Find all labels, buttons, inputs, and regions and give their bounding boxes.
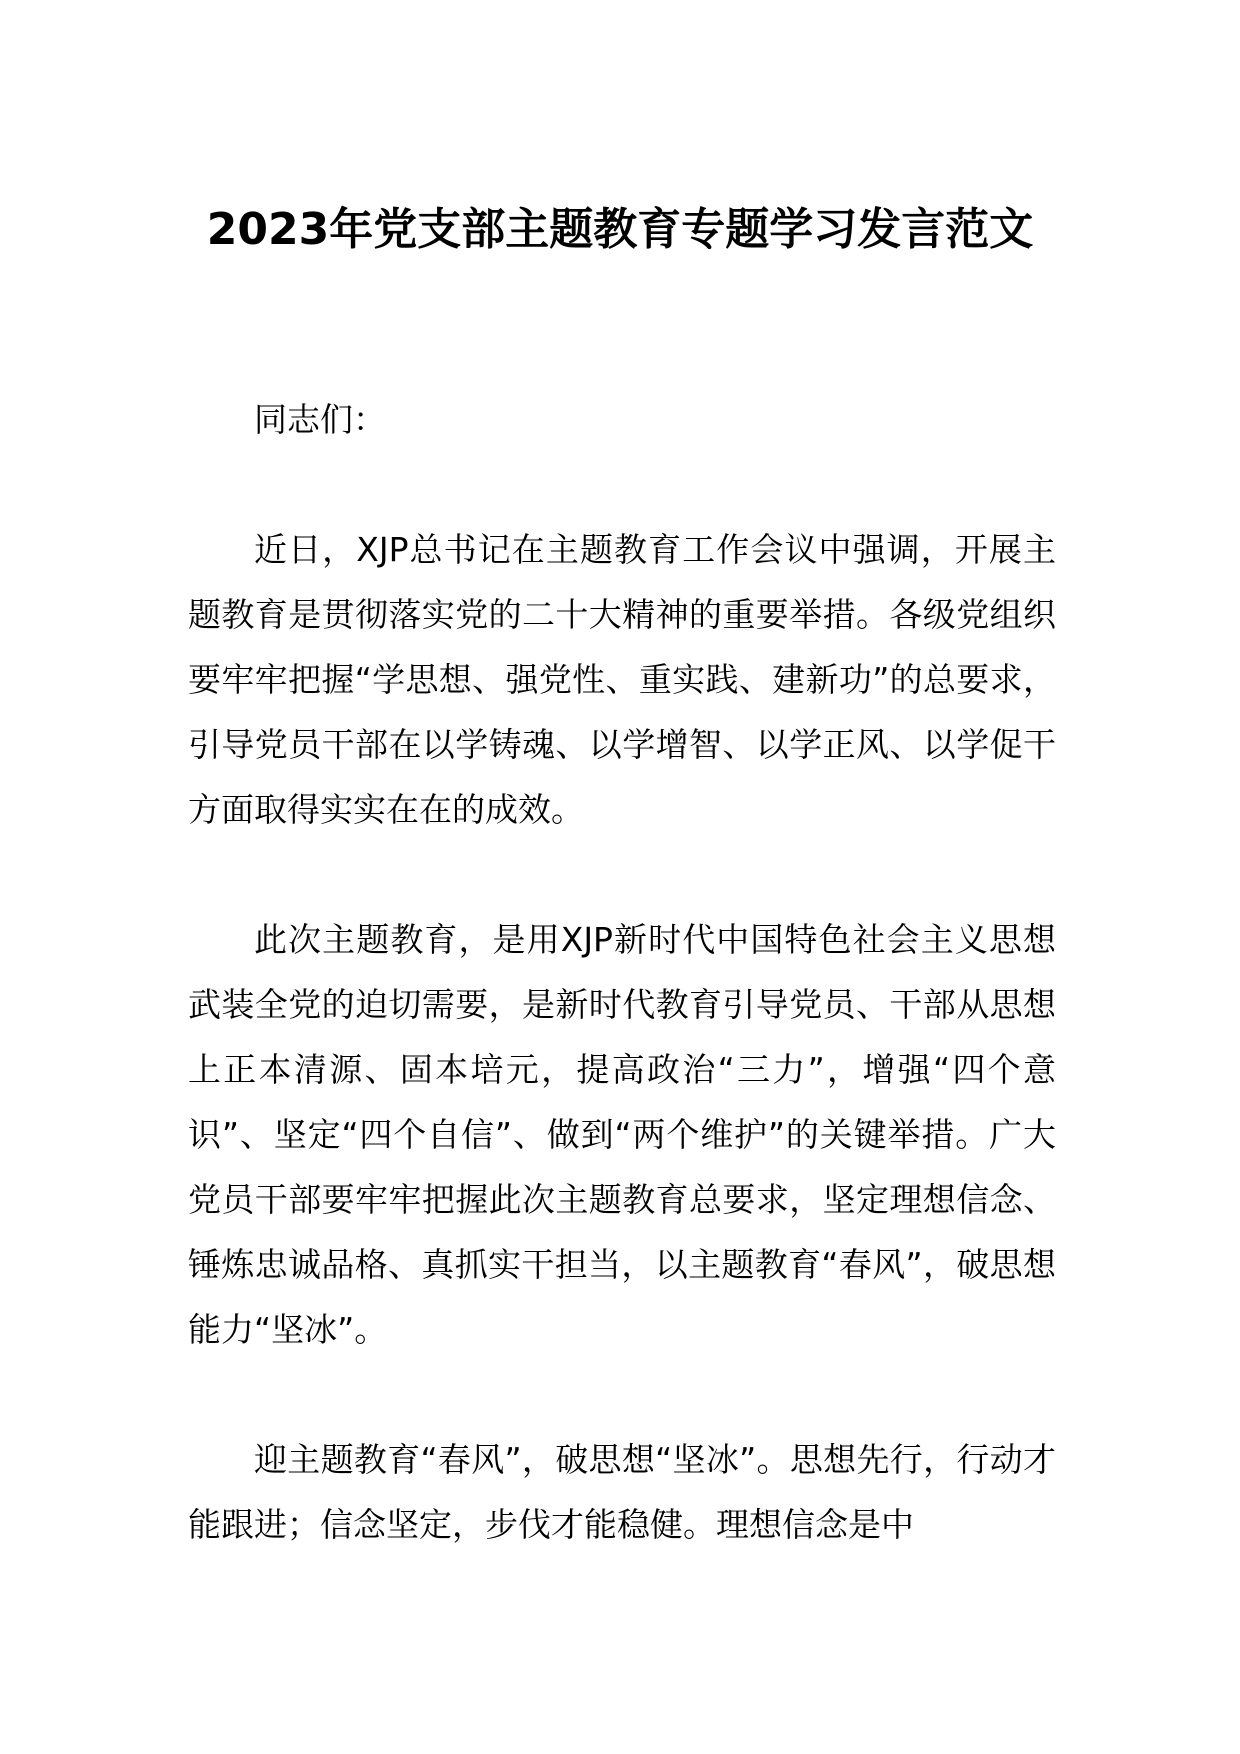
- paragraph-3: 迎主题教育“春风”，破思想“坚冰”。思想先行，行动才能跟进；信念坚定，步伐才能稳健。理想信念是中: [188, 1440, 1056, 1544]
- paragraph-2: 此次主题教育，是用XJP新时代中国特色社会主义思想武装全党的迫切需要，是新时代教育引导党员、干部从思想上正本清源、固本培元，提高政治“三力”，增强“四个意识”、坚定“四个自信”、做到“两个维护”的关键举措。广大党员干部要牢牢把握此次主题教育总要求，坚定理想信念、锤炼忠诚品格、真抓实干担当，以主题教育“春风”，破思想能力“坚冰”。: [188, 920, 1056, 1349]
- document-title: 2023年党支部主题教育专题学习发言范文: [206, 204, 1034, 255]
- salutation: 同志们：: [254, 400, 386, 439]
- paragraph-1: 近日，XJP总书记在主题教育工作会议中强调，开展主题教育是贯彻落实党的二十大精神的重要举措。各级党组织要牢牢把握“学思想、强党性、重实践、建新功”的总要求，引导党员干部在以学铸魂、以学增智、以学正风、以学促干方面取得实实在在的成效。: [188, 530, 1056, 829]
